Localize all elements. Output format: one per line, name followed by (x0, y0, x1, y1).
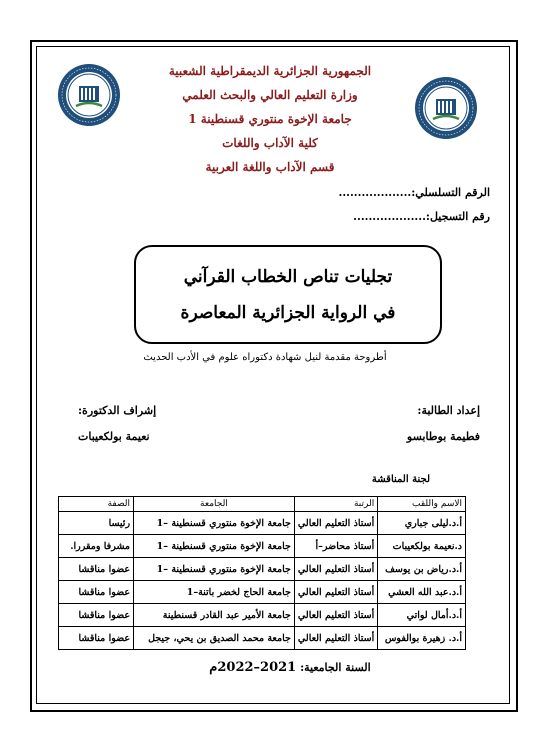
col-role-header: الصفة (59, 497, 134, 512)
header-faculty: كلية الآداب واللغات (222, 136, 318, 150)
member-university: جامعة محمد الصديق بن يحي، جيجل (134, 627, 295, 650)
col-university-header: الجامعة (134, 497, 295, 512)
member-university: جامعة الحاج لخضر باتنة–1 (134, 581, 295, 604)
header-ministry: وزارة التعليم العالي والبحث العلمي (182, 88, 358, 102)
table-row (59, 535, 466, 558)
member-name: أ.د. زهيرة بوالفوس (378, 627, 466, 650)
member-rank: أستاذ التعليم العالي (294, 581, 377, 604)
member-rank: أستاذ محاضر–أ (294, 535, 377, 558)
member-name: د.نعيمة بولكعيبات (378, 535, 466, 558)
supervisor-label: إشراف الدكتورة: (78, 404, 157, 417)
member-rank: أستاذ التعليم العالي (294, 512, 377, 535)
member-name: أ.د.رياض بن يوسف (378, 558, 466, 581)
university-logo-right (413, 75, 479, 141)
member-university: جامعة الإخوة منتوري قسنطينة –1 (134, 512, 295, 535)
academic-year-value: 2021–2022م (209, 660, 297, 675)
header-department: قسم الآداب واللغة العربية (205, 160, 335, 174)
member-university: جامعة الإخوة منتوري قسنطينة –1 (134, 558, 295, 581)
registration-number-field: رقم التسجيل:................... (353, 210, 490, 223)
table-row (59, 627, 466, 650)
table-row (59, 581, 466, 604)
thesis-title-line2: في الرواية الجزائرية المعاصرة (180, 303, 396, 323)
committee-header-row (59, 497, 466, 512)
member-name: أ.د.أمال لواتي (378, 604, 466, 627)
table-row (59, 604, 466, 627)
member-rank: أستاذ التعليم العالي (294, 627, 377, 650)
member-rank: أستاذ التعليم العالي (294, 558, 377, 581)
academic-year (150, 660, 430, 675)
member-university: جامعة الأمير عبد القادر قسنطينة (134, 604, 295, 627)
serial-number-field: الرقم التسلسلي:................... (338, 186, 490, 199)
member-name: أ.د.عبد الله العشي (378, 581, 466, 604)
member-rank: أستاذ التعليم العالي (294, 604, 377, 627)
header-republic: الجمهورية الجزائرية الديمقراطية الشعبية (168, 64, 372, 78)
thesis-title-box (134, 245, 442, 344)
col-name-header: الاسم واللقب (378, 497, 466, 512)
student-name: فطيمة بوطابسو (406, 430, 480, 443)
member-role: رئيسا (59, 512, 134, 535)
academic-year-label: السنة الجامعية: (300, 661, 371, 674)
university-logo-left (56, 62, 122, 128)
header-university: جامعة الإخوة منتوري قسنطينة 1 (188, 112, 352, 126)
member-university: جامعة الإخوة منتوري قسنطينة –1 (134, 535, 295, 558)
member-role: عضوا مناقشا (59, 604, 134, 627)
member-role: عضوا مناقشا (59, 627, 134, 650)
supervisor-name: نعيمة بولكعيبات (78, 430, 150, 443)
member-name: أ.د.ليلى جباري (378, 512, 466, 535)
committee-title: لجنة المناقشة (371, 474, 430, 485)
table-row (59, 558, 466, 581)
thesis-title-line1: تجليات تناص الخطاب القرآني (183, 267, 393, 287)
member-role: مشرفا ومقررا. (59, 535, 134, 558)
thesis-subtitle: أطروحة مقدمة لنيل شهادة دكتوراه علوم في الأدب الحديث (143, 352, 387, 363)
student-label: إعداد الطالبة: (417, 404, 480, 417)
member-role: عضوا مناقشا (59, 581, 134, 604)
col-rank-header: الرتبة (294, 497, 377, 512)
table-row (59, 512, 466, 535)
member-role: عضوا مناقشا (59, 558, 134, 581)
committee-table (58, 496, 466, 650)
